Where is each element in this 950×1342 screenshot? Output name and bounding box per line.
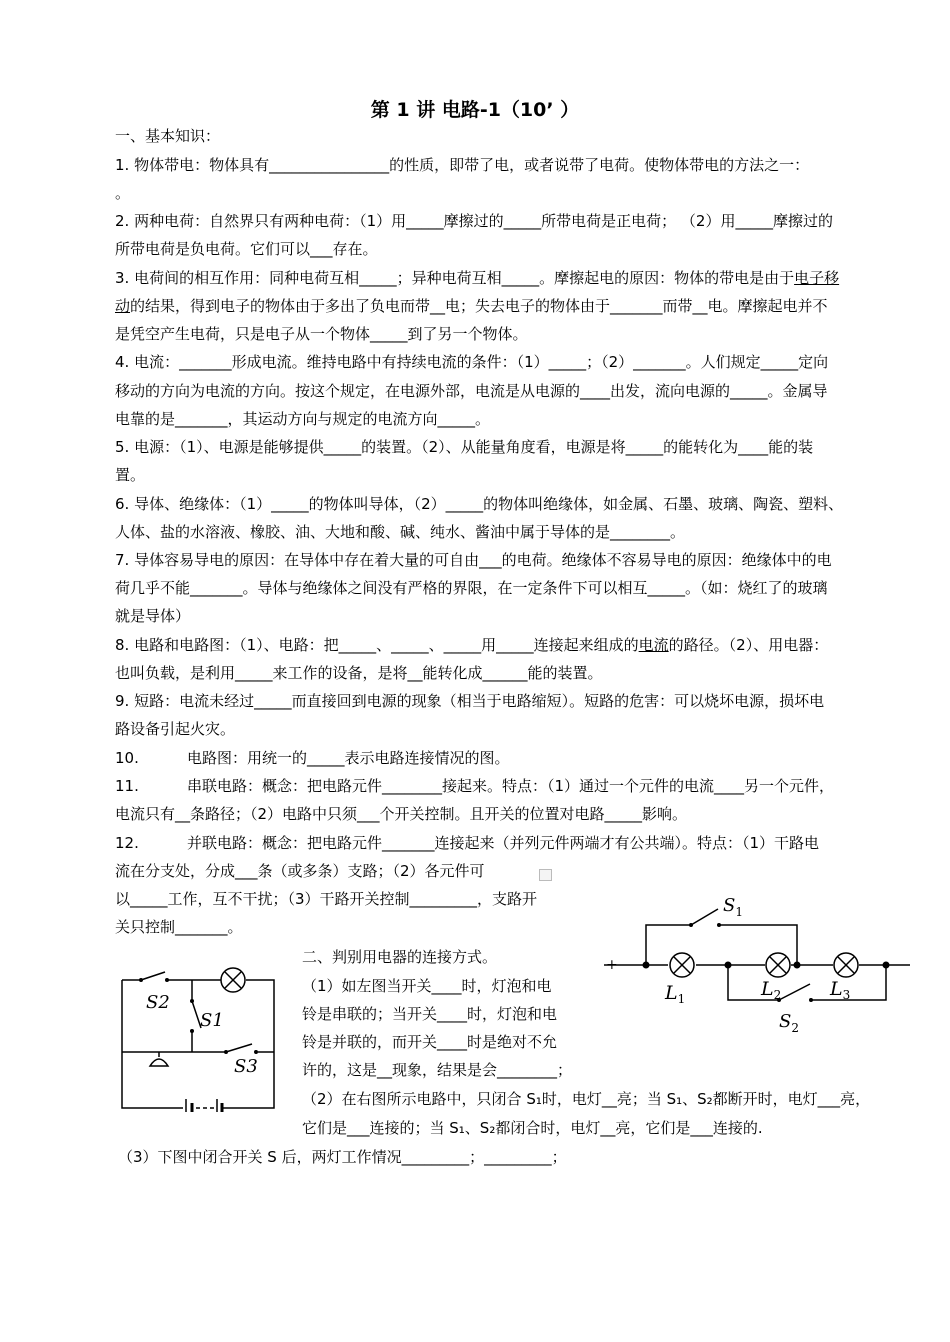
item-3-line-3: 是凭空产生电荷，只是电子从一个物体_____到了另一个物体。 — [115, 325, 528, 343]
item-2-line-2: 所带电荷是负电荷。它们可以___存在。 — [115, 240, 378, 258]
question-2-line-2: 它们是___连接的；当 S₁、S₂都闭合时，电灯__亮，它们是___连接的. — [302, 1119, 763, 1137]
item-8-text-2: 的路径。（2）、用电器： — [668, 636, 829, 654]
question-1-line-3: 铃是并联的，而开关____时是绝对不允 — [302, 1033, 558, 1051]
label-s2: S2 — [146, 992, 170, 1013]
label-s1: S1 — [200, 1010, 224, 1031]
item-4-line-1: 4. 电流：_______形成电流。维持电路中有持续电流的条件：（1）_____；（2）_______。人们规定_____定向 — [115, 353, 829, 371]
item-2-line-1: 2. 两种电荷：自然界只有两种电荷：（1）用_____摩擦过的_____所带电荷是正电荷； （2）用_____摩擦过的 — [115, 212, 833, 230]
section-heading-connection: 二、判别用电器的连接方式。 — [302, 948, 498, 966]
label-s3: S3 — [234, 1056, 258, 1077]
item-3-text: 3. 电荷间的相互作用：同种电荷互相_____；异种电荷互相_____。摩擦起电的原因：物体的带电是由于 — [115, 269, 795, 287]
switch-s3-icon — [224, 1044, 258, 1054]
page-title: 第 1 讲 电路-1（10’ ） — [370, 99, 580, 121]
item-3-line-2 — [115, 296, 828, 316]
item-5-line-1: 5. 电源：（1）、电源是能够提供_____的装置。（2）、从能量角度看，电源是将_____的能转化为____能的装 — [115, 438, 814, 456]
underlined-term-move: 动 — [115, 297, 131, 315]
item-11-number: 11. — [115, 777, 139, 795]
item-9-line-1: 9. 短路：电流未经过_____而直接回到电源的现象（相当于电路缩短）。短路的危害：可以烧坏电源，损坏电 — [115, 692, 825, 710]
underlined-term-current: 电流 — [638, 636, 669, 654]
label-l2: $L_2$ — [761, 978, 782, 1002]
item-4-line-2: 移动的方向为电流的方向。按这个规定，在电源外部，电流是从电源的____出发，流向电源的_____。金属导 — [115, 382, 828, 400]
question-1-line-4: 许的，这是__现象，结果是会________； — [302, 1061, 573, 1079]
label-l3: $L_3$ — [830, 978, 851, 1002]
underlined-term-electron: 电子移 — [794, 269, 840, 287]
battery-icon — [186, 1099, 222, 1112]
item-1-line-2: 。 — [115, 184, 131, 202]
question-3-line: （3）下图中闭合开关 S 后，两灯工作情况_________；_________； — [118, 1148, 567, 1166]
lamp-l2-icon — [766, 953, 790, 977]
positive-terminal-icon: + — [606, 957, 618, 973]
right-circuit-diagram — [600, 885, 915, 1035]
label-l1: $L_1$ — [665, 982, 686, 1006]
switch-s2-icon — [777, 984, 813, 1002]
item-10-text: 电路图：用统一的_____表示电路连接情况的图。 — [187, 749, 510, 767]
item-11-text: 串联电路：概念：把电路元件________接起来。特点：（1）通过一个元件的电流____另一个元件， — [187, 777, 835, 795]
lamp-icon — [221, 968, 245, 992]
item-6-line-1: 6. 导体、绝缘体：（1）_____的物体叫导体，（2）_____的物体叫绝缘体，如金属、石墨、玻璃、陶瓷、塑料、 — [115, 495, 844, 513]
item-8-line-1 — [115, 635, 828, 655]
broken-image-icon — [539, 869, 552, 881]
item-11-line-2: 电流只有__条路径；（2）电路中只须___个开关控制。且开关的位置对电路_____影响。 — [115, 805, 688, 823]
question-1-line-2: 铃是串联的；当开关____时，灯泡和电 — [302, 1005, 558, 1023]
item-8-text-1: 8. 电路和电路图：（1）、电路：把_____、_____、_____用_____连接起来组成的 — [115, 636, 639, 654]
question-1-line-1: （1）如左图当开关____时，灯泡和电 — [302, 977, 552, 995]
item-9-line-2: 路设备引起火灾。 — [115, 720, 236, 738]
item-7-line-2: 荷几乎不能_______。导体与绝缘体之间没有严格的界限，在一定条件下可以相互_____。（如：烧红了的玻璃 — [115, 579, 828, 597]
item-7-line-1: 7. 导体容易导电的原因：在导体中存在着大量的可自由___的电荷。绝缘体不容易导电的原因：绝缘体中的电 — [115, 551, 832, 569]
lamp-l3-icon — [834, 953, 858, 977]
label-s2: $S_2$ — [779, 1011, 799, 1035]
item-12-line-4: 关只控制_______。 — [115, 918, 243, 936]
section-heading-basics: 一、基本知识： — [115, 127, 221, 145]
left-circuit-diagram — [110, 960, 285, 1112]
item-4-line-3: 电靠的是_______，其运动方向与规定的电流方向_____。 — [115, 410, 491, 428]
item-7-line-3: 就是导体） — [115, 607, 191, 625]
lamp-l1-icon — [670, 953, 694, 977]
item-6-line-2: 人体、盐的水溶液、橡胶、油、大地和酸、碱、纯水、酱油中属于导体的是________。 — [115, 523, 686, 541]
item-8-line-2: 也叫负载，是利用_____来工作的设备，是将__能转化成______能的装置。 — [115, 664, 603, 682]
bell-icon — [150, 1052, 168, 1066]
item-12-line-3: 以_____工作，互不干扰；（3）干路开关控制_________，支路开 — [115, 890, 538, 908]
item-10-number: 10. — [115, 749, 139, 767]
item-1-line-1: 1. 物体带电：物体具有________________的性质，即带了电，或者说带了电荷。使物体带电的方法之一： — [115, 156, 810, 174]
item-3-line-1 — [115, 268, 839, 288]
item-12-text: 并联电路：概念：把电路元件_______连接起来（并列元件两端才有公共端）。特点：（1）干路电 — [187, 834, 820, 852]
item-12-line-2: 流在分支处，分成___条（或多条）支路；（2）各元件可 — [115, 862, 485, 880]
item-3-text-2: 的结果，得到电子的物体由于多出了负电而带__电；失去电子的物体由于_______而带__电。摩擦起电并不 — [130, 297, 828, 315]
label-s1: $S_1$ — [723, 895, 743, 919]
question-2-line-1: （2）在右图所示电路中，只闭合 S₁时，电灯__亮；当 S₁、S₂都断开时，电灯___亮， — [302, 1090, 871, 1108]
switch-s1-icon — [689, 909, 721, 927]
item-5-line-2: 置。 — [115, 466, 146, 484]
switch-s2-icon — [139, 972, 169, 982]
item-12-number: 12. — [115, 834, 139, 852]
